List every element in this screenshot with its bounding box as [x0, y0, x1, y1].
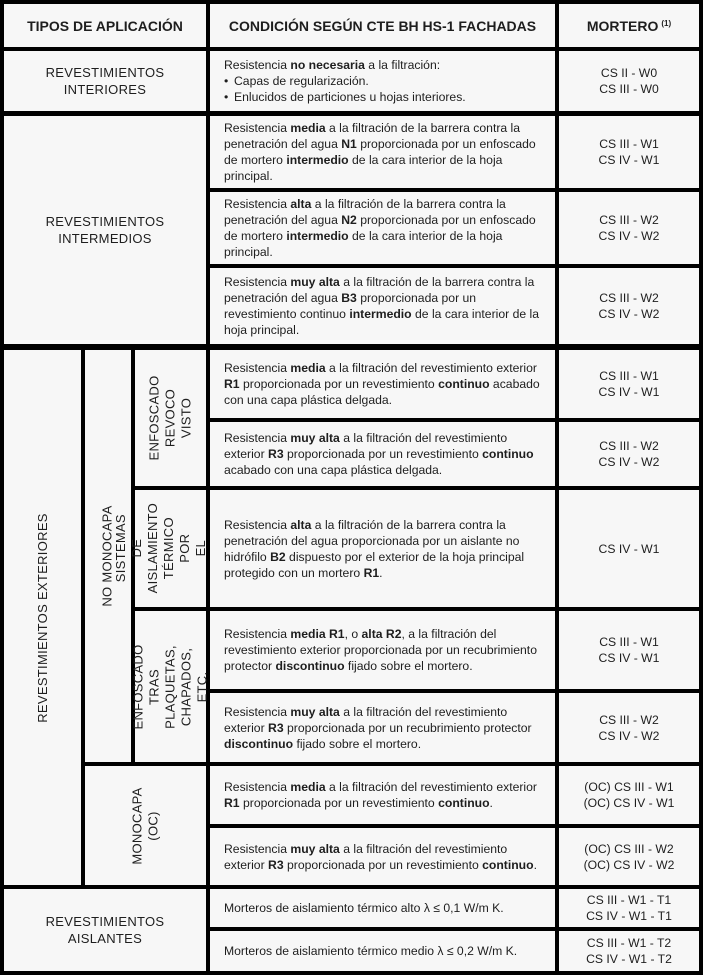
- mortero-cell: (OC) CS III - W1 (OC) CS IV - W1: [559, 766, 699, 824]
- category-sate-label: SISTEMAS DE AISLAMIENTO TÉRMICO POR EL: [113, 503, 209, 594]
- condition-cell: Morteros de aislamiento térmico medio λ ≤ 0,2 W/m K.: [210, 931, 555, 971]
- category-aislantes: REVESTIMIENTOS AISLANTES: [4, 889, 206, 971]
- mortero-cell: CS III - W1 - T1 CS IV - W1 - T1: [559, 889, 699, 927]
- condition-bullet: • Enlucidos de particiones u hojas interiores.: [234, 89, 466, 105]
- condition-cell: Resistencia media a la filtración del revestimiento exterior R1 proporcionada por un revestimiento continuo.: [210, 766, 555, 824]
- condition-cell: Resistencia alta a la filtración de la barrera contra la penetración del agua N2 proporcionada por un enfoscado de mortero intermedio de la cara interior de la hoja principal.: [210, 192, 555, 264]
- header-mortero: MORTERO $^{(1)}$: [559, 4, 699, 47]
- category-exteriores: REVESTIMIENTOS EXTERIORES: [4, 350, 81, 885]
- mortero-cell: CS III - W1 CS IV - W1: [559, 116, 699, 188]
- condition-cell: Resistencia media a la filtración de la barrera contra la penetración del agua N1 proporcionada por un enfoscado de mortero intermedio de la cara interior de la hoja principal.: [210, 116, 555, 188]
- header-mortero-note: (1): [661, 19, 672, 28]
- category-interiores: REVESTIMIENTOS INTERIORES: [4, 51, 206, 111]
- mortero-cell: CS III - W1 - T2 CS IV - W1 - T2: [559, 931, 699, 971]
- header-condicion: CONDICIÓN SEGÚN CTE BH HS-1 FACHADAS: [210, 4, 555, 47]
- mortero-cell: CS III - W2 CS IV - W2: [559, 192, 699, 264]
- mortero-cell: CS IV - W1: [559, 490, 699, 607]
- condition-bullet: • Capas de regularización.: [234, 73, 466, 89]
- condition-cell: Morteros de aislamiento térmico alto λ ≤ 0,1 W/m K.: [210, 889, 555, 927]
- mortero-cell: CS III - W2 CS IV - W2: [559, 422, 699, 486]
- mortero-cell: CS III - W1 CS IV - W1: [559, 350, 699, 418]
- header-tipos: TIPOS DE APLICACIÓN: [4, 4, 206, 47]
- condition-cell: Resistencia muy alta a la filtración del revestimiento exterior R3 proporcionada por un recubrimiento protector discontinuo fijado sobre el mortero.: [210, 693, 555, 762]
- category-enfoscado-revoco: ENFOSCADO REVOCO VISTO: [135, 350, 206, 486]
- mortero-cell: CS III - W2 CS IV - W2: [559, 693, 699, 762]
- category-intermedios: REVESTIMIENTOS INTERMEDIOS: [4, 116, 206, 344]
- condition-cell: Resistencia media a la filtración del revestimiento exterior R1 proporcionada por un revestimiento continuo acabado con una capa plástica delgada.: [210, 350, 555, 418]
- condition-cell: Resistencia media R1, o alta R2, a la filtración del revestimiento exterior proporcionada por un recubrimiento protector discontinuo fijado sobre el mortero.: [210, 611, 555, 689]
- mortero-cell: CS III - W1 CS IV - W1: [559, 611, 699, 689]
- condition-bullets: [224, 73, 466, 105]
- condition-cell: Resistencia muy alta a la filtración del revestimiento exterior R3 proporcionada por un revestimiento continuo.: [210, 828, 555, 885]
- condition-cell: Resistencia no necesaria a la filtración: • Capas de regularización. • Enlucidos de particiones u hojas interiores.: [210, 51, 555, 111]
- category-sate: [113, 490, 209, 607]
- condition-cell: Resistencia muy alta a la filtración del revestimiento exterior R3 proporcionada por un revestimiento continuo acabado con una capa plástica delgada.: [210, 422, 555, 486]
- mortero-cell: CS III - W2 CS IV - W2: [559, 268, 699, 344]
- category-no-monocapa: NO MONOCAPA: [85, 350, 131, 762]
- category-monocapa: MONOCAPA (OC): [85, 766, 206, 885]
- condition-cell: Resistencia muy alta a la filtración de la barrera contra la penetración del agua B3 proporcionada por un revestimiento continuo intermedio de la cara interior de la hoja principal.: [210, 268, 555, 344]
- mortero-cell: CS II - W0 CS III - W0: [559, 51, 699, 111]
- mortero-cell: (OC) CS III - W2 (OC) CS IV - W2: [559, 828, 699, 885]
- category-enfoscado-tras: ENFOSCADO TRAS PLAQUETAS, CHAPADOS, ETC.: [135, 611, 206, 762]
- condition-cell: Resistencia alta a la filtración de la barrera contra la penetración del agua proporcionada por un aislante no hidrófilo B2 dispuesto por el exterior de la hoja principal protegido con un mortero R1.: [210, 490, 555, 607]
